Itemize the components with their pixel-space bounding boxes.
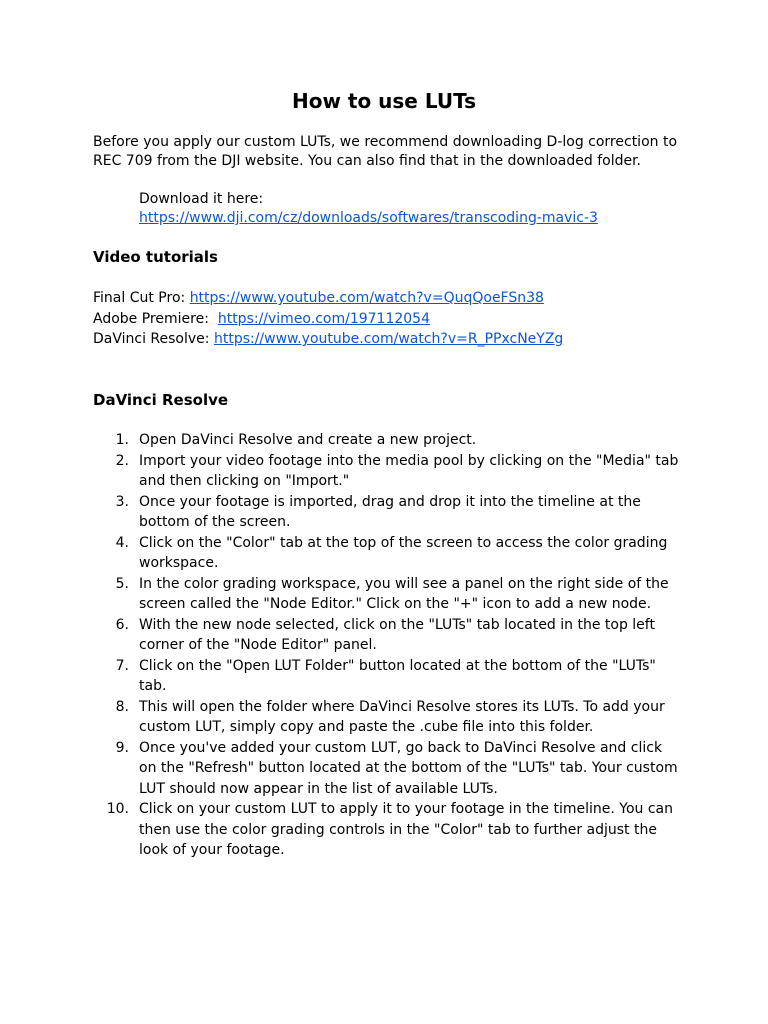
download-link[interactable]: https://www.dji.com/cz/downloads/softwares/transcoding-mavic-3 — [139, 210, 598, 226]
tutorial-row-davinci — [93, 329, 563, 350]
list-item — [93, 738, 683, 800]
tutorial-link-premiere[interactable]: https://vimeo.com/197112054 — [217, 310, 430, 327]
list-item — [93, 697, 683, 738]
tutorial-link-final-cut[interactable]: https://www.youtube.com/watch?v=QuqQoeFSn38 — [189, 290, 544, 306]
davinci-steps-list — [93, 430, 683, 861]
step-number: 7. — [115, 657, 129, 674]
step-text: Import your video footage into the media pool by clicking on the "Media" tab and then clicking on "Import." — [139, 452, 679, 489]
tutorial-link-davinci[interactable]: https://www.youtube.com/watch?v=R_PPxcNeYZg — [213, 331, 564, 347]
tutorial-row-premiere — [93, 309, 563, 330]
list-item — [93, 615, 683, 656]
list-item — [93, 451, 683, 492]
davinci-resolve-heading: DaVinci Resolve — [93, 391, 229, 409]
video-tutorials-heading: Video tutorials — [93, 248, 218, 266]
step-number: 4. — [115, 534, 129, 551]
step-text: In the color grading workspace, you will see a panel on the right side of the screen called the "Node Editor." Click on the "+" icon to add a new node. — [139, 575, 669, 612]
tutorial-row-final-cut — [93, 288, 563, 309]
step-text: Click on the "Color" tab at the top of the screen to access the color grading workspace. — [139, 534, 668, 571]
page-title: How to use LUTs — [291, 89, 476, 113]
step-text: Click on the "Open LUT Folder" button located at the bottom of the "LUTs" tab. — [139, 657, 656, 694]
intro-paragraph: Before you apply our custom LUTs, we recommend downloading D-log correction to REC 709 from the DJI website. You can also find that in the downloaded folder. — [93, 134, 678, 169]
step-text: With the new node selected, click on the "LUTs" tab located in the top left corner of the "Node Editor" panel. — [139, 616, 655, 653]
step-number: 1. — [115, 432, 129, 448]
step-number: 10. — [106, 801, 129, 817]
download-label: Download it here: — [139, 191, 264, 207]
list-item — [93, 430, 683, 451]
step-number: 3. — [115, 493, 129, 510]
step-number: 5. — [115, 575, 129, 592]
step-number: 9. — [115, 739, 129, 756]
step-number: 2. — [115, 452, 129, 469]
step-text: This will open the folder where DaVinci Resolve stores its LUTs. To add your custom LUT, simply copy and paste the .cube file into this folder. — [139, 698, 665, 735]
list-item — [93, 799, 683, 861]
video-tutorials-list — [93, 288, 563, 350]
list-item — [93, 574, 683, 615]
step-text: Once you've added your custom LUT, go back to DaVinci Resolve and click on the "Refresh" button located at the bottom of the "LUTs" tab. Your custom LUT should now appear in the list of available LUTs. — [139, 739, 678, 797]
tutorial-label: Final Cut Pro: — [93, 290, 186, 306]
tutorial-label: DaVinci Resolve: — [93, 331, 210, 347]
step-number: 6. — [115, 616, 129, 633]
list-item — [93, 492, 683, 533]
step-text: Click on your custom LUT to apply it to your footage in the timeline. You can then use the color grading controls in the "Color" tab to further adjust the look of your footage. — [139, 801, 673, 858]
tutorial-label: Adobe Premiere: — [93, 310, 209, 327]
download-block — [139, 190, 598, 228]
list-item — [93, 656, 683, 697]
list-item — [93, 533, 683, 574]
step-text: Once your footage is imported, drag and drop it into the timeline at the bottom of the screen. — [139, 493, 641, 530]
step-text: Open DaVinci Resolve and create a new project. — [139, 432, 477, 448]
step-number: 8. — [115, 698, 129, 715]
